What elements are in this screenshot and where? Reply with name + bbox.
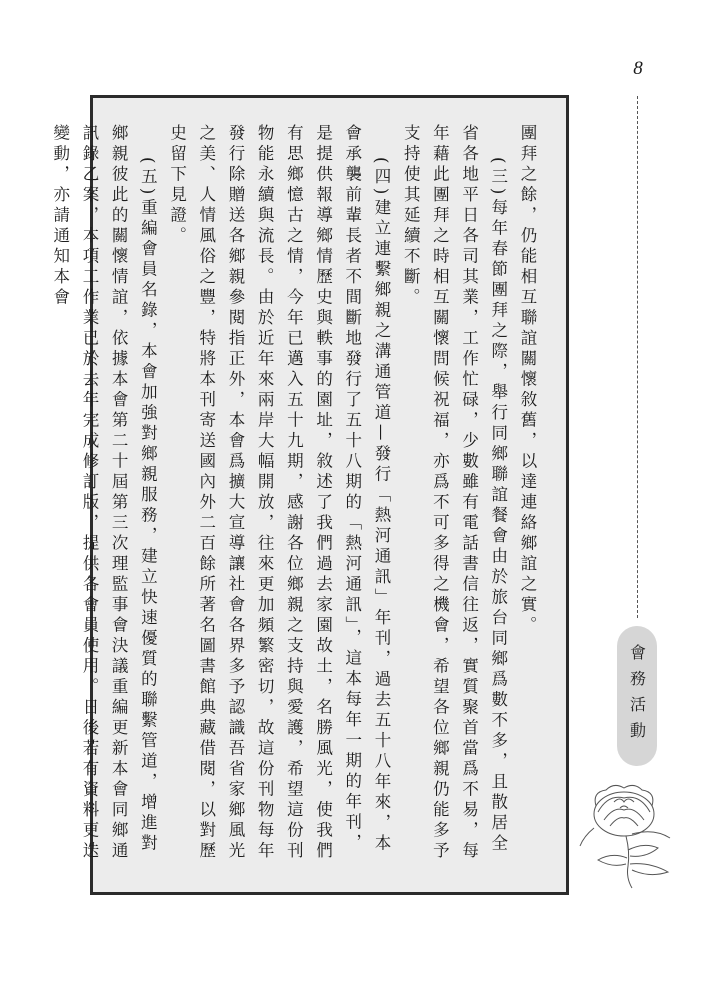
paragraph-1: 團拜之餘，仍能相互聯誼關懷敘舊，以達連絡鄉誼之實。	[518, 124, 537, 637]
vertical-body-text	[50, 124, 542, 870]
peony-flower-icon	[574, 772, 678, 892]
section-tab	[617, 626, 657, 766]
section-tab-label: 會務活動	[627, 644, 647, 748]
paragraph-3: (四)建立連繫鄉親之溝通管道—發行「熱河通訊」年刊，過去五十八年來，本會承襲前輩長者不間斷地發行了五十八期的「熱河通訊」，這本每年一期的年刊，是提供報導鄉情歷史與軼事的園址，敘述了我們過去家園故土，名勝風光，使我們有思鄉憶古之情，今年已邁入五十九期，感謝各位鄉親之支持與愛護，希望這份刊物能永續與流長。由於近年來兩岸大幅開放，往來更加頻繁密切，故這份刊物每年發行除贈送各鄉親參閱指正外，本會爲擴大宣導讓社會各界多予認識吾省家鄉風光之美、人情風俗之豐，特將本刊寄送國內外二百餘所著名圖書館典藏借閱，以對歷史留下見證。	[167, 124, 391, 862]
page-number: 8	[633, 58, 643, 79]
paragraph-4: (五)重編會員名錄，本會加強對鄉親服務，建立快速優質的聯繫管道，增進對鄉親彼此的關懷情誼，依據本會第二十屆第三次理監事會決議重編更新本會同鄉通訊錄乙案，本項工作業已於去年完成修訂版，提供各會員使用。日後若有資料更迭變動，亦請通知本會	[50, 124, 158, 862]
dashed-guide-line	[637, 96, 638, 618]
paragraph-2: (三)每年春節團拜之際，舉行同鄉聯誼餐會由於旅台同鄉爲數不多，且散居全省各地平日各司其業，工作忙碌，少數雖有電話書信往返，實質聚首當爲不易，每年藉此團拜之時相互關懷問候祝福，亦爲不可多得之機會，希望各位鄉親仍能多予支持使其延續不斷。	[401, 124, 508, 862]
text-frame	[50, 95, 569, 895]
